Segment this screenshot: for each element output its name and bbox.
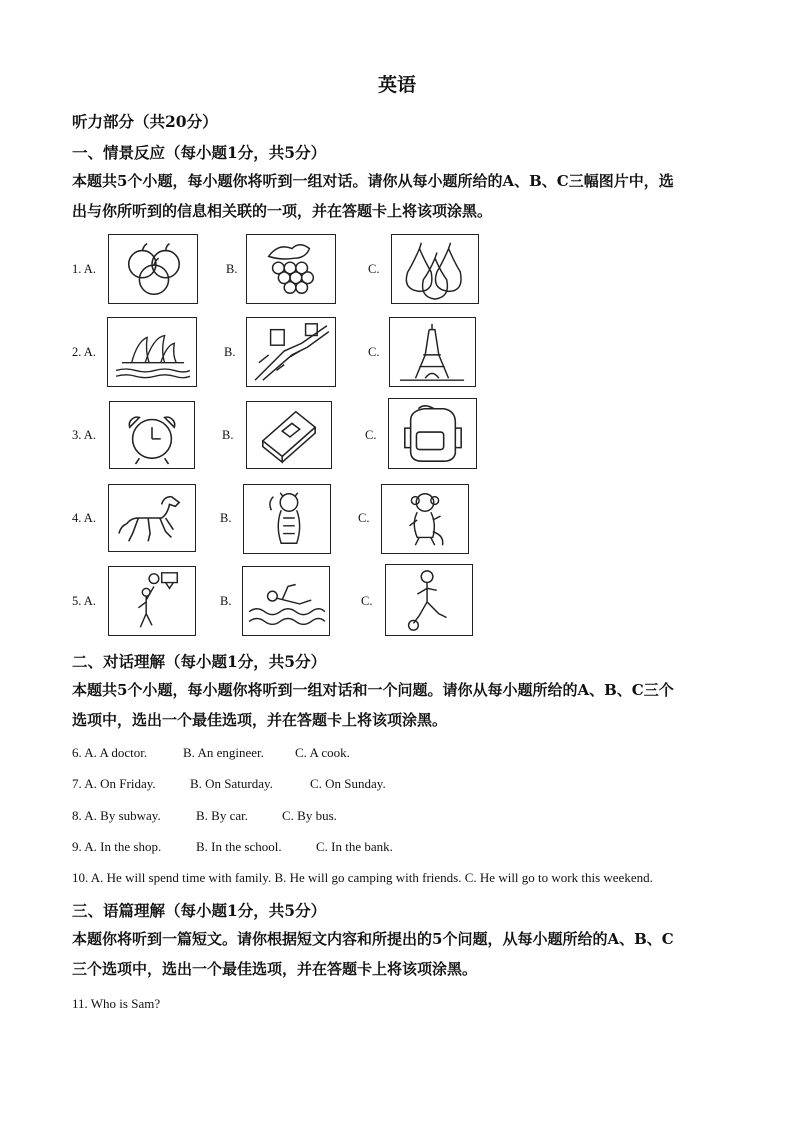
tiger-icon [244, 485, 330, 553]
question-9: 9. A. In the shop. B. In the school. C. In the bank. [72, 839, 393, 854]
section2-heading: 二、对话理解（每小题1分，共5分） [72, 652, 327, 671]
q1-option-b[interactable] [246, 234, 336, 304]
q4-label: 4. A. [72, 511, 96, 525]
opera-house-icon [108, 318, 196, 386]
swimmer-icon [243, 567, 329, 635]
apples-icon [109, 235, 197, 303]
section2-instruction: 本题共5个小题，每小题你将听到一组对话和一个问题。请你从每小题所给的A、B、C三个 选项中，选出一个最佳选项，并在答题卡上将该项涂黑。 [72, 681, 674, 729]
q4-b-label: B. [220, 511, 232, 525]
q4-c-label: C. [358, 511, 370, 525]
q3-option-b[interactable] [246, 401, 332, 469]
q5-option-c[interactable] [385, 564, 473, 636]
q2-b-label: B. [224, 345, 236, 359]
basketball-player-icon [109, 567, 195, 635]
question-11: 11. Who is Sam? [72, 996, 161, 1011]
q5-label: 5. A. [72, 594, 96, 608]
q1-option-c[interactable] [391, 234, 479, 304]
grapes-icon [247, 235, 335, 303]
q5-option-b[interactable] [242, 566, 330, 636]
q2-option-a[interactable] [107, 317, 197, 387]
q2-label: 2. A. [72, 345, 96, 359]
question-6: 6. A. A doctor. B. An engineer. C. A cook. [72, 745, 350, 760]
q1-label: 1. A. [72, 262, 96, 276]
q2-option-b[interactable] [246, 317, 336, 387]
great-wall-icon [247, 318, 335, 386]
q3-option-a[interactable] [109, 401, 195, 469]
q1-b-label: B. [226, 262, 238, 276]
soccer-player-icon [386, 565, 472, 635]
question-8: 8. A. By subway. B. By car. C. By bus. [72, 808, 337, 823]
q3-option-c[interactable] [388, 398, 477, 469]
page-title: 英语 [377, 74, 416, 96]
q3-label: 3. A. [72, 428, 96, 442]
backpack-icon [389, 399, 476, 468]
q1-option-a[interactable] [108, 234, 198, 304]
q2-option-c[interactable] [389, 317, 476, 387]
q5-b-label: B. [220, 594, 232, 608]
section3-heading: 三、语篇理解（每小题1分，共5分） [72, 901, 327, 920]
eiffel-tower-icon [390, 318, 475, 386]
q2-c-label: C. [368, 345, 380, 359]
q4-option-c[interactable] [381, 484, 469, 554]
q3-b-label: B. [222, 428, 234, 442]
question-10: 10. A. He will spend time with family. B. He will go camping with friends. C. He will go to work this weekend. [72, 870, 653, 885]
horse-icon [109, 485, 195, 551]
alarm-clock-icon [110, 402, 194, 468]
part-heading: 听力部分（共20分） [72, 112, 218, 131]
q4-option-b[interactable] [243, 484, 331, 554]
section3-instruction: 本题你将听到一篇短文。请你根据短文内容和所提出的5个问题，从每小题所给的A、B、C 三个选项中，选出一个最佳选项，并在答题卡上将该项涂黑。 [72, 930, 674, 978]
book-icon [247, 402, 331, 468]
q5-c-label: C. [361, 594, 373, 608]
question-7: 7. A. On Friday. B. On Saturday. C. On Sunday. [72, 776, 386, 791]
section1-instruction: 本题共5个小题，每小题你将听到一组对话。请你从每小题所给的A、B、C三幅图片中，选 出与你所听到的信息相关联的一项，并在答题卡上将该项涂黑。 [72, 172, 674, 220]
pears-icon [392, 235, 478, 303]
q4-option-a[interactable] [108, 484, 196, 552]
q3-c-label: C. [365, 428, 377, 442]
monkey-icon [382, 485, 468, 553]
q5-option-a[interactable] [108, 566, 196, 636]
q1-c-label: C. [368, 262, 380, 276]
section1-heading: 一、情景反应（每小题1分，共5分） [72, 143, 327, 162]
